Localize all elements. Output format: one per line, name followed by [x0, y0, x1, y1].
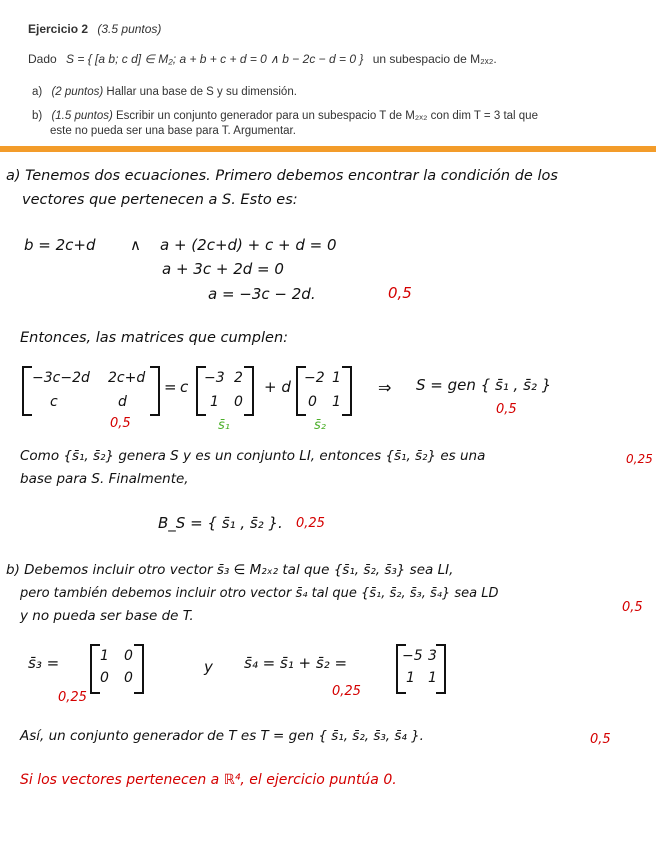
s1-m12: 2: [234, 370, 243, 386]
eq1-right: a + (2c+d) + c + d = 0: [160, 236, 337, 254]
eq1-and: ∧: [130, 236, 141, 254]
coef-c: c: [180, 378, 189, 396]
grading-note: Si los vectores pertenecen a ℝ⁴, el ejercicio puntúa 0.: [20, 772, 397, 788]
s4-m22: 1: [428, 670, 437, 686]
s1-m21: 1: [210, 394, 219, 410]
score-como: 0,25: [626, 452, 653, 466]
exercise-points: (3.5 puntos): [97, 22, 162, 36]
item-b-text-line1: Escribir un conjunto generador para un subespacio T de M₂ₓ₂ con dim T = 3 tal que: [116, 110, 538, 122]
score-eq: 0,5: [388, 284, 412, 302]
conjunction-y: y: [204, 658, 213, 676]
s4-label: s̄₄ = s̄₁ + s̄₂ =: [244, 654, 348, 672]
solution-a-line2: vectores que pertenecen a S. Esto es:: [22, 192, 298, 208]
basis-result: B_S = { s̄₁ , s̄₂ }.: [158, 514, 283, 532]
s1-m22: 0: [234, 394, 243, 410]
s3-label: s̄₃ =: [28, 654, 60, 672]
asi-line: Así, un conjunto generador de T es T = gen { s̄₁, s̄₂, s̄₃, s̄₄ }.: [20, 728, 424, 744]
s3-m11: 1: [100, 648, 109, 664]
eq3: a = −3c − 2d.: [208, 285, 316, 303]
item-b: [32, 110, 538, 122]
exercise-title: Ejercicio 2: [28, 22, 89, 36]
eq1-left: b = 2c+d: [24, 236, 96, 254]
span-result: S = gen { s̄₁ , s̄₂ }: [416, 376, 552, 394]
s1-right-bracket: [244, 366, 254, 416]
matrix-general-m22: d: [118, 394, 127, 410]
matrix-general-right-bracket: [150, 366, 160, 416]
solution-a-line1: a) Tenemos dos ecuaciones. Primero debemos encontrar la condición de los: [6, 168, 558, 184]
equals-sign: =: [164, 378, 177, 396]
score-s4: 0,25: [332, 684, 361, 699]
s3-m22: 0: [124, 670, 133, 686]
s4-m11: −5: [402, 648, 423, 664]
divider-rule: [0, 146, 656, 152]
b-line2: pero también debemos incluir otro vector s̄₄ tal que {s̄₁, s̄₂, s̄₃, s̄₄} sea LD: [20, 586, 499, 601]
item-b-text-line2: este no pueda ser una base para T. Argumentar.: [50, 125, 296, 137]
matrix-general-m11: −3c−2d: [32, 370, 90, 386]
score-span: 0,5: [496, 402, 517, 417]
exercise-statement: [28, 52, 497, 66]
s1-label: s̄₁: [218, 418, 230, 433]
s2-right-bracket: [342, 366, 352, 416]
item-a-points: (2 puntos): [51, 86, 104, 98]
item-b-label: b): [32, 110, 43, 122]
s2-label: s̄₂: [314, 418, 326, 433]
item-a-label: a): [32, 86, 43, 98]
matrix-general-m21: c: [50, 394, 58, 410]
implies-arrow: ⇒: [378, 378, 392, 397]
s3-left-bracket: [90, 644, 100, 694]
matrix-general-left-bracket: [22, 366, 32, 416]
s4-m21: 1: [406, 670, 415, 686]
score-s3: 0,25: [58, 690, 87, 705]
item-a: [32, 86, 297, 98]
statement-prefix: Dado: [28, 52, 57, 66]
s2-m11: −2: [304, 370, 325, 386]
item-a-text: Hallar una base de S y su dimensión.: [106, 86, 297, 98]
eq2: a + 3c + 2d = 0: [162, 260, 284, 278]
score-asi: 0,5: [590, 732, 611, 747]
s3-m12: 0: [124, 648, 133, 664]
s4-right-bracket: [436, 644, 446, 694]
coef-d: + d: [264, 378, 291, 396]
s1-m11: −3: [204, 370, 225, 386]
exercise-heading: [28, 22, 161, 36]
item-b-points: (1.5 puntos): [51, 110, 113, 122]
score-b: 0,5: [622, 600, 643, 615]
matrix-general-m12: 2c+d: [108, 370, 146, 386]
statement-suffix: un subespacio de M₂ₓ₂.: [372, 52, 497, 66]
set-definition: S = { [a b; c d] ∈ M₂; a + b + c + d = 0 ∧ b − 2c − d = 0 }: [66, 52, 364, 66]
s3-right-bracket: [134, 644, 144, 694]
entonces-line: Entonces, las matrices que cumplen:: [20, 330, 289, 346]
s3-m21: 0: [100, 670, 109, 686]
como-line1: Como {s̄₁, s̄₂} genera S y es un conjunto LI, entonces {s̄₁, s̄₂} es una: [20, 448, 486, 464]
score-matrix: 0,5: [110, 416, 131, 431]
score-basis: 0,25: [296, 516, 325, 531]
s4-m12: 3: [428, 648, 437, 664]
s2-m21: 0: [308, 394, 317, 410]
como-line2: base para S. Finalmente,: [20, 471, 189, 487]
s2-m22: 1: [332, 394, 341, 410]
b-line1: b) Debemos incluir otro vector s̄₃ ∈ M₂ₓ₂ tal que {s̄₁, s̄₂, s̄₃} sea LI,: [6, 562, 454, 578]
s2-m12: 1: [332, 370, 341, 386]
b-line3: y no pueda ser base de T.: [20, 608, 194, 624]
